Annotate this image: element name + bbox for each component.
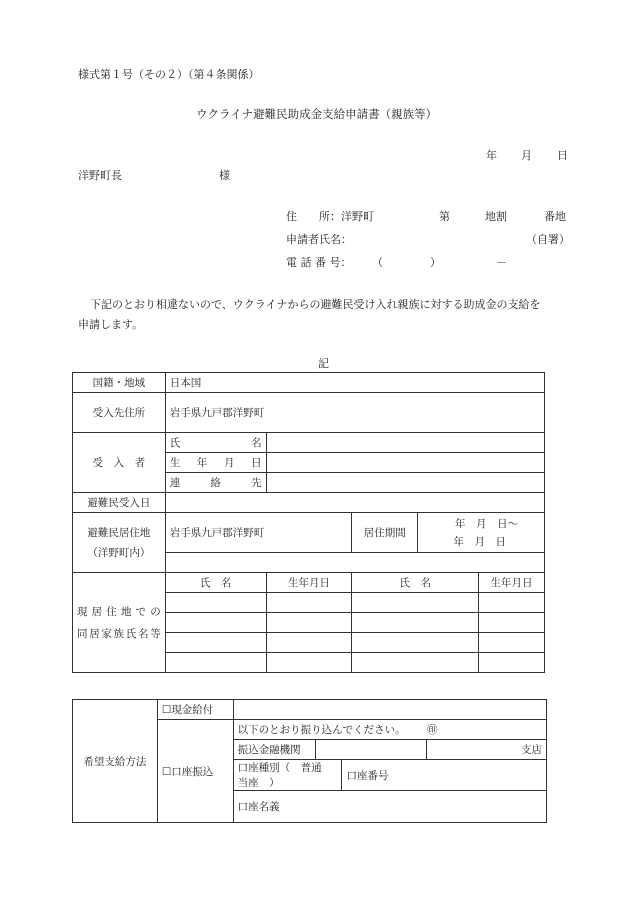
period-field[interactable] (418, 513, 545, 553)
residence-label (73, 513, 166, 573)
account-holder-label[interactable]: 口座名義 (233, 791, 546, 823)
host-name-label: 氏 名 (165, 433, 266, 453)
family-col-birth-2: 生年月日 (479, 573, 545, 593)
accept-date-label: 避難民受入日 (73, 493, 166, 513)
family-col-name-1: 氏 名 (165, 573, 266, 593)
address-label: 住 所：洋野町 (286, 210, 374, 223)
host-birth-label: 生 年 月 日 (165, 453, 266, 473)
family-cell[interactable] (479, 593, 545, 613)
family-cell[interactable] (479, 613, 545, 633)
family-cell[interactable] (165, 653, 266, 673)
residence-value[interactable]: 岩手県九戸郡洋野町 (165, 513, 352, 553)
family-cell[interactable] (352, 633, 479, 653)
family-cell[interactable] (479, 633, 545, 653)
family-label-line-1: 現居住地での (77, 605, 161, 618)
payment-method-table (72, 699, 547, 823)
self-signature-note: （自署） (526, 233, 570, 246)
form-number: 様式第１号（その２）（第４条関係） (78, 68, 260, 81)
period-label: 居住期間 (352, 513, 418, 553)
host-label: 受 入 者 (73, 433, 166, 493)
branch-label: 支店 (427, 740, 547, 760)
family-col-name-2: 氏 名 (352, 573, 479, 593)
cash-option[interactable]: ☐現金給付 (157, 700, 233, 720)
host-birth-field[interactable] (266, 453, 544, 473)
statement-line-2: 申請します。 (78, 318, 144, 331)
page-title: ウクライナ避難民助成金支給申請書（親族等） (196, 107, 438, 121)
family-label-line-2: 同居家族氏名等 (77, 627, 161, 640)
accept-date-field[interactable] (165, 493, 544, 513)
account-number-label[interactable]: 口座番号 (342, 760, 547, 791)
address-banchi: 番地 (544, 210, 566, 223)
transfer-option[interactable]: ☐口座振込 (157, 720, 233, 823)
details-table (72, 372, 545, 673)
address-chiwari: 地割 (485, 210, 507, 223)
bank-field[interactable] (315, 740, 427, 760)
family-cell[interactable] (479, 653, 545, 673)
family-cell[interactable] (266, 653, 352, 673)
residence-extra-field[interactable] (165, 553, 544, 573)
family-cell[interactable] (266, 593, 352, 613)
family-cell[interactable] (165, 613, 266, 633)
residence-label-line-1: 避難民居住地 (87, 526, 151, 539)
transfer-note-cell (233, 720, 546, 740)
period-to: 年 月 日 (453, 535, 506, 548)
seal-icon: ㊞ (427, 724, 438, 736)
phone-close-paren: ） (430, 256, 441, 269)
applicant-name-label: 申請者氏名： (286, 233, 352, 246)
method-label: 希望支給方法 (73, 700, 158, 823)
family-label (73, 573, 166, 673)
ki-heading: 記 (318, 357, 329, 370)
family-cell[interactable] (352, 653, 479, 673)
family-cell[interactable] (165, 633, 266, 653)
family-cell[interactable] (352, 613, 479, 633)
host-contact-field[interactable] (266, 473, 544, 493)
family-cell[interactable] (165, 593, 266, 613)
family-cell[interactable] (352, 593, 479, 613)
address-dai: 第 (439, 210, 450, 223)
bank-label: 振込金融機関 (233, 740, 315, 760)
host-address-label: 受入先住所 (73, 393, 166, 433)
phone-dash: － (496, 256, 507, 269)
statement-line-1: 下記のとおり相違ないので、ウクライナからの避難民受け入れ親族に対する助成金の支給を (90, 298, 541, 311)
date-year: 年 (486, 149, 497, 162)
phone-open-paren: （ (372, 256, 383, 269)
account-type-label[interactable]: 口座種別（ 普通 当座 ） (233, 760, 342, 791)
addressee-honorific: 様 (219, 169, 230, 182)
period-from: 年 月 日～ (455, 517, 518, 530)
family-col-birth-1: 生年月日 (266, 573, 352, 593)
transfer-note: 以下のとおり振り込んでください。 (237, 724, 406, 736)
date-month: 月 (521, 149, 532, 162)
host-contact-label: 連 絡 先 (165, 473, 266, 493)
host-name-field[interactable] (266, 433, 544, 453)
nationality-value[interactable]: 日本国 (165, 373, 544, 393)
phone-label: 電 話 番 号： (286, 256, 352, 269)
residence-label-line-2: （洋野町内） (87, 546, 151, 559)
family-cell[interactable] (266, 613, 352, 633)
date-day: 日 (557, 149, 568, 162)
cash-field[interactable] (233, 700, 546, 720)
family-cell[interactable] (266, 633, 352, 653)
host-address-value[interactable]: 岩手県九戸郡洋野町 (165, 393, 544, 433)
nationality-label: 国籍・地域 (73, 373, 166, 393)
addressee-name: 洋野町長 (78, 169, 122, 182)
